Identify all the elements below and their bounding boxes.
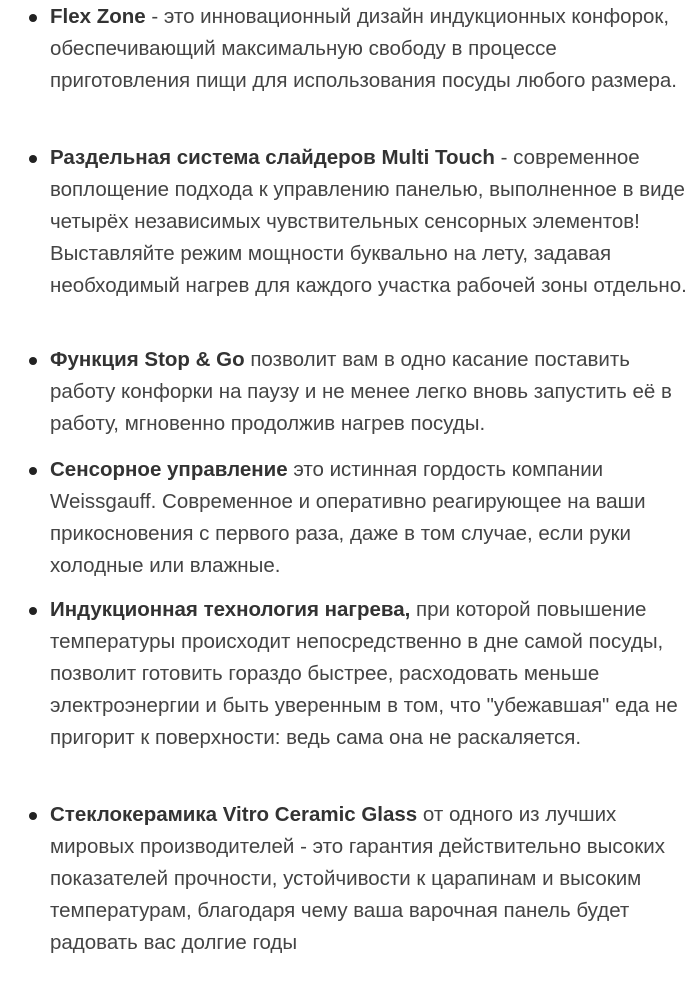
feature-item-touch-control — [0, 454, 698, 582]
feature-title: Функция Stop & Go — [50, 348, 245, 371]
feature-item-flex-zone — [0, 1, 698, 97]
feature-title: Сенсорное управление — [50, 458, 288, 481]
feature-item-induction-heating — [0, 594, 698, 754]
feature-text: при которой повышение температуры происходит непосредственно в дне самой посуды, позволит готовить гораздо быстрее, расходовать меньше электроэнергии и быть уверенным в том, что "убежавшая" еда не пригорит к поверхности: ведь сама она не раскаляется. — [50, 598, 678, 749]
feature-text: от одного из лучших мировых производителей - это гарантия действительно высоких показателей прочности, устойчивости к царапинам и высоким температурам, благодаря чему ваша варочная панель будет радовать вас долгие годы — [50, 803, 665, 954]
feature-item-multi-touch — [0, 142, 698, 302]
feature-title: Раздельная система слайдеров Multi Touch — [50, 146, 495, 169]
feature-title: Индукционная технология нагрева, — [50, 598, 411, 621]
feature-title: Flex Zone — [50, 5, 146, 28]
feature-text: - современное воплощение подхода к управлению панелью, выполненное в виде четырёх независимых чувствительных сенсорных элементов! Выставляйте режим мощности буквально на лету, задавая необходимый нагрев для каждого участка рабочей зоны отдельно. — [50, 146, 687, 297]
feature-item-stop-and-go — [0, 344, 698, 440]
feature-item-vitro-ceramic-glass — [0, 799, 698, 959]
feature-text: - это инновационный дизайн индукционных конфорок, обеспечивающий максимальную свободу в процессе приготовления пищи для использования посуды любого размера. — [50, 5, 678, 92]
feature-text: это истинная гордость компании Weissgauff. Современное и оперативно реагирующее на ваши прикосновения с первого раза, даже в том случае, если руки холодные или влажные. — [50, 458, 646, 577]
feature-text: позволит вам в одно касание поставить работу конфорки на паузу и не менее легко вновь запустить её в работу, мгновенно продолжив нагрев посуды. — [50, 348, 672, 435]
feature-title: Стеклокерамика Vitro Ceramic Glass — [50, 803, 418, 826]
